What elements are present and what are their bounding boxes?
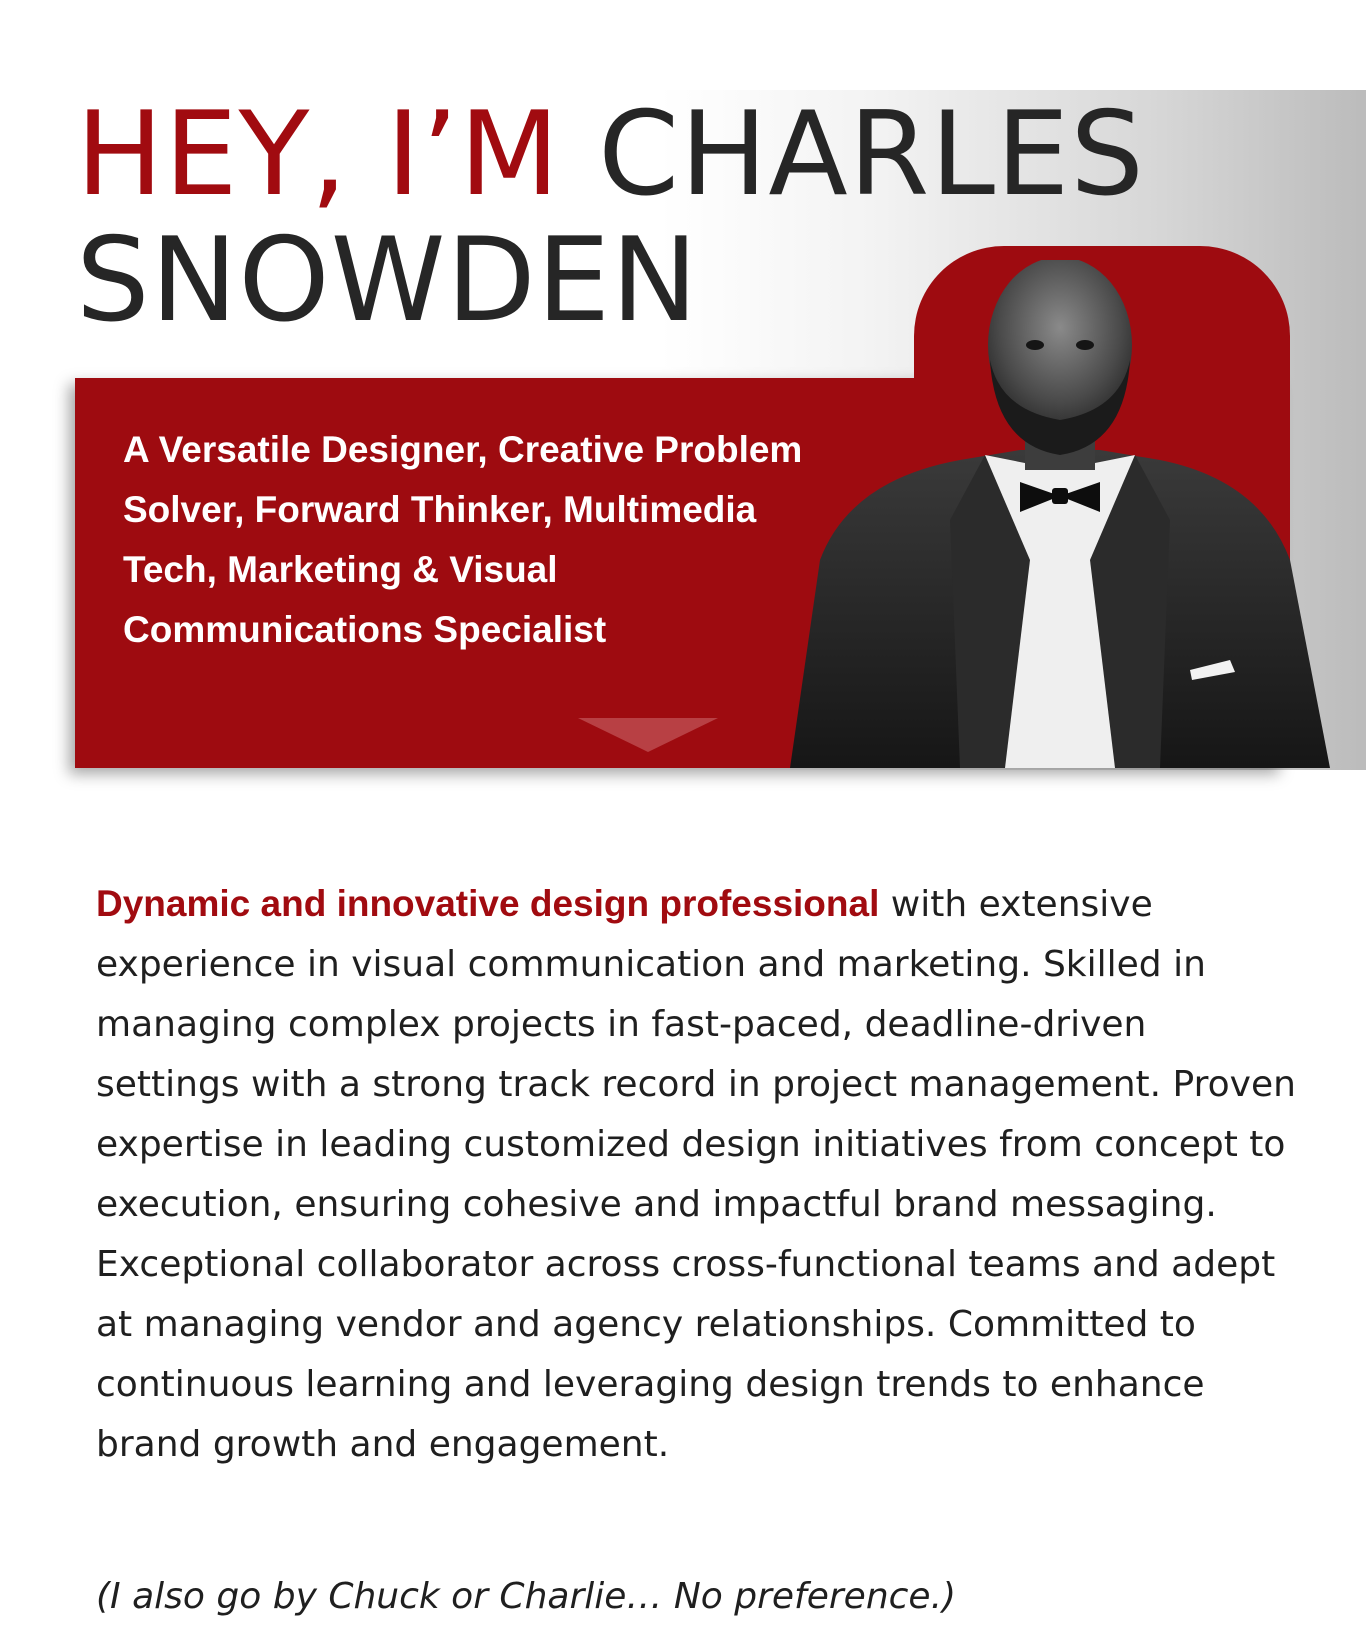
hero-tagline: A Versatile Designer, Creative Problem Solver, Forward Thinker, Multimedia Tech, Marketing & Visual Communications Specialist <box>123 429 803 650</box>
scroll-down-arrow-icon[interactable] <box>578 718 718 752</box>
bio-paragraph <box>96 874 1296 1475</box>
headline-line-1 <box>76 87 1145 222</box>
headline-last-name: SNOWDEN <box>76 213 699 348</box>
nickname-note: (I also go by Chuck or Charlie… No preference.) <box>96 1576 957 1617</box>
bio-lead: Dynamic and innovative design professional <box>96 883 880 924</box>
headline-greeting: HEY, I’M <box>76 87 561 222</box>
headline-first-name: CHARLES <box>598 87 1145 222</box>
page-title <box>76 87 1145 348</box>
bio-body: with extensive experience in visual communication and marketing. Skilled in managing complex projects in fast-paced, deadline-driven settings with a strong track record in project management. Proven expertise in leading customized design initiatives from concept to execution, ensuring cohesive and impactful brand messaging. Exceptional collaborator across cross-functional teams and adept at managing vendor and agency relationships. Committed to continuous learning and leveraging design trends to enhance brand growth and engagement. <box>96 884 1296 1465</box>
